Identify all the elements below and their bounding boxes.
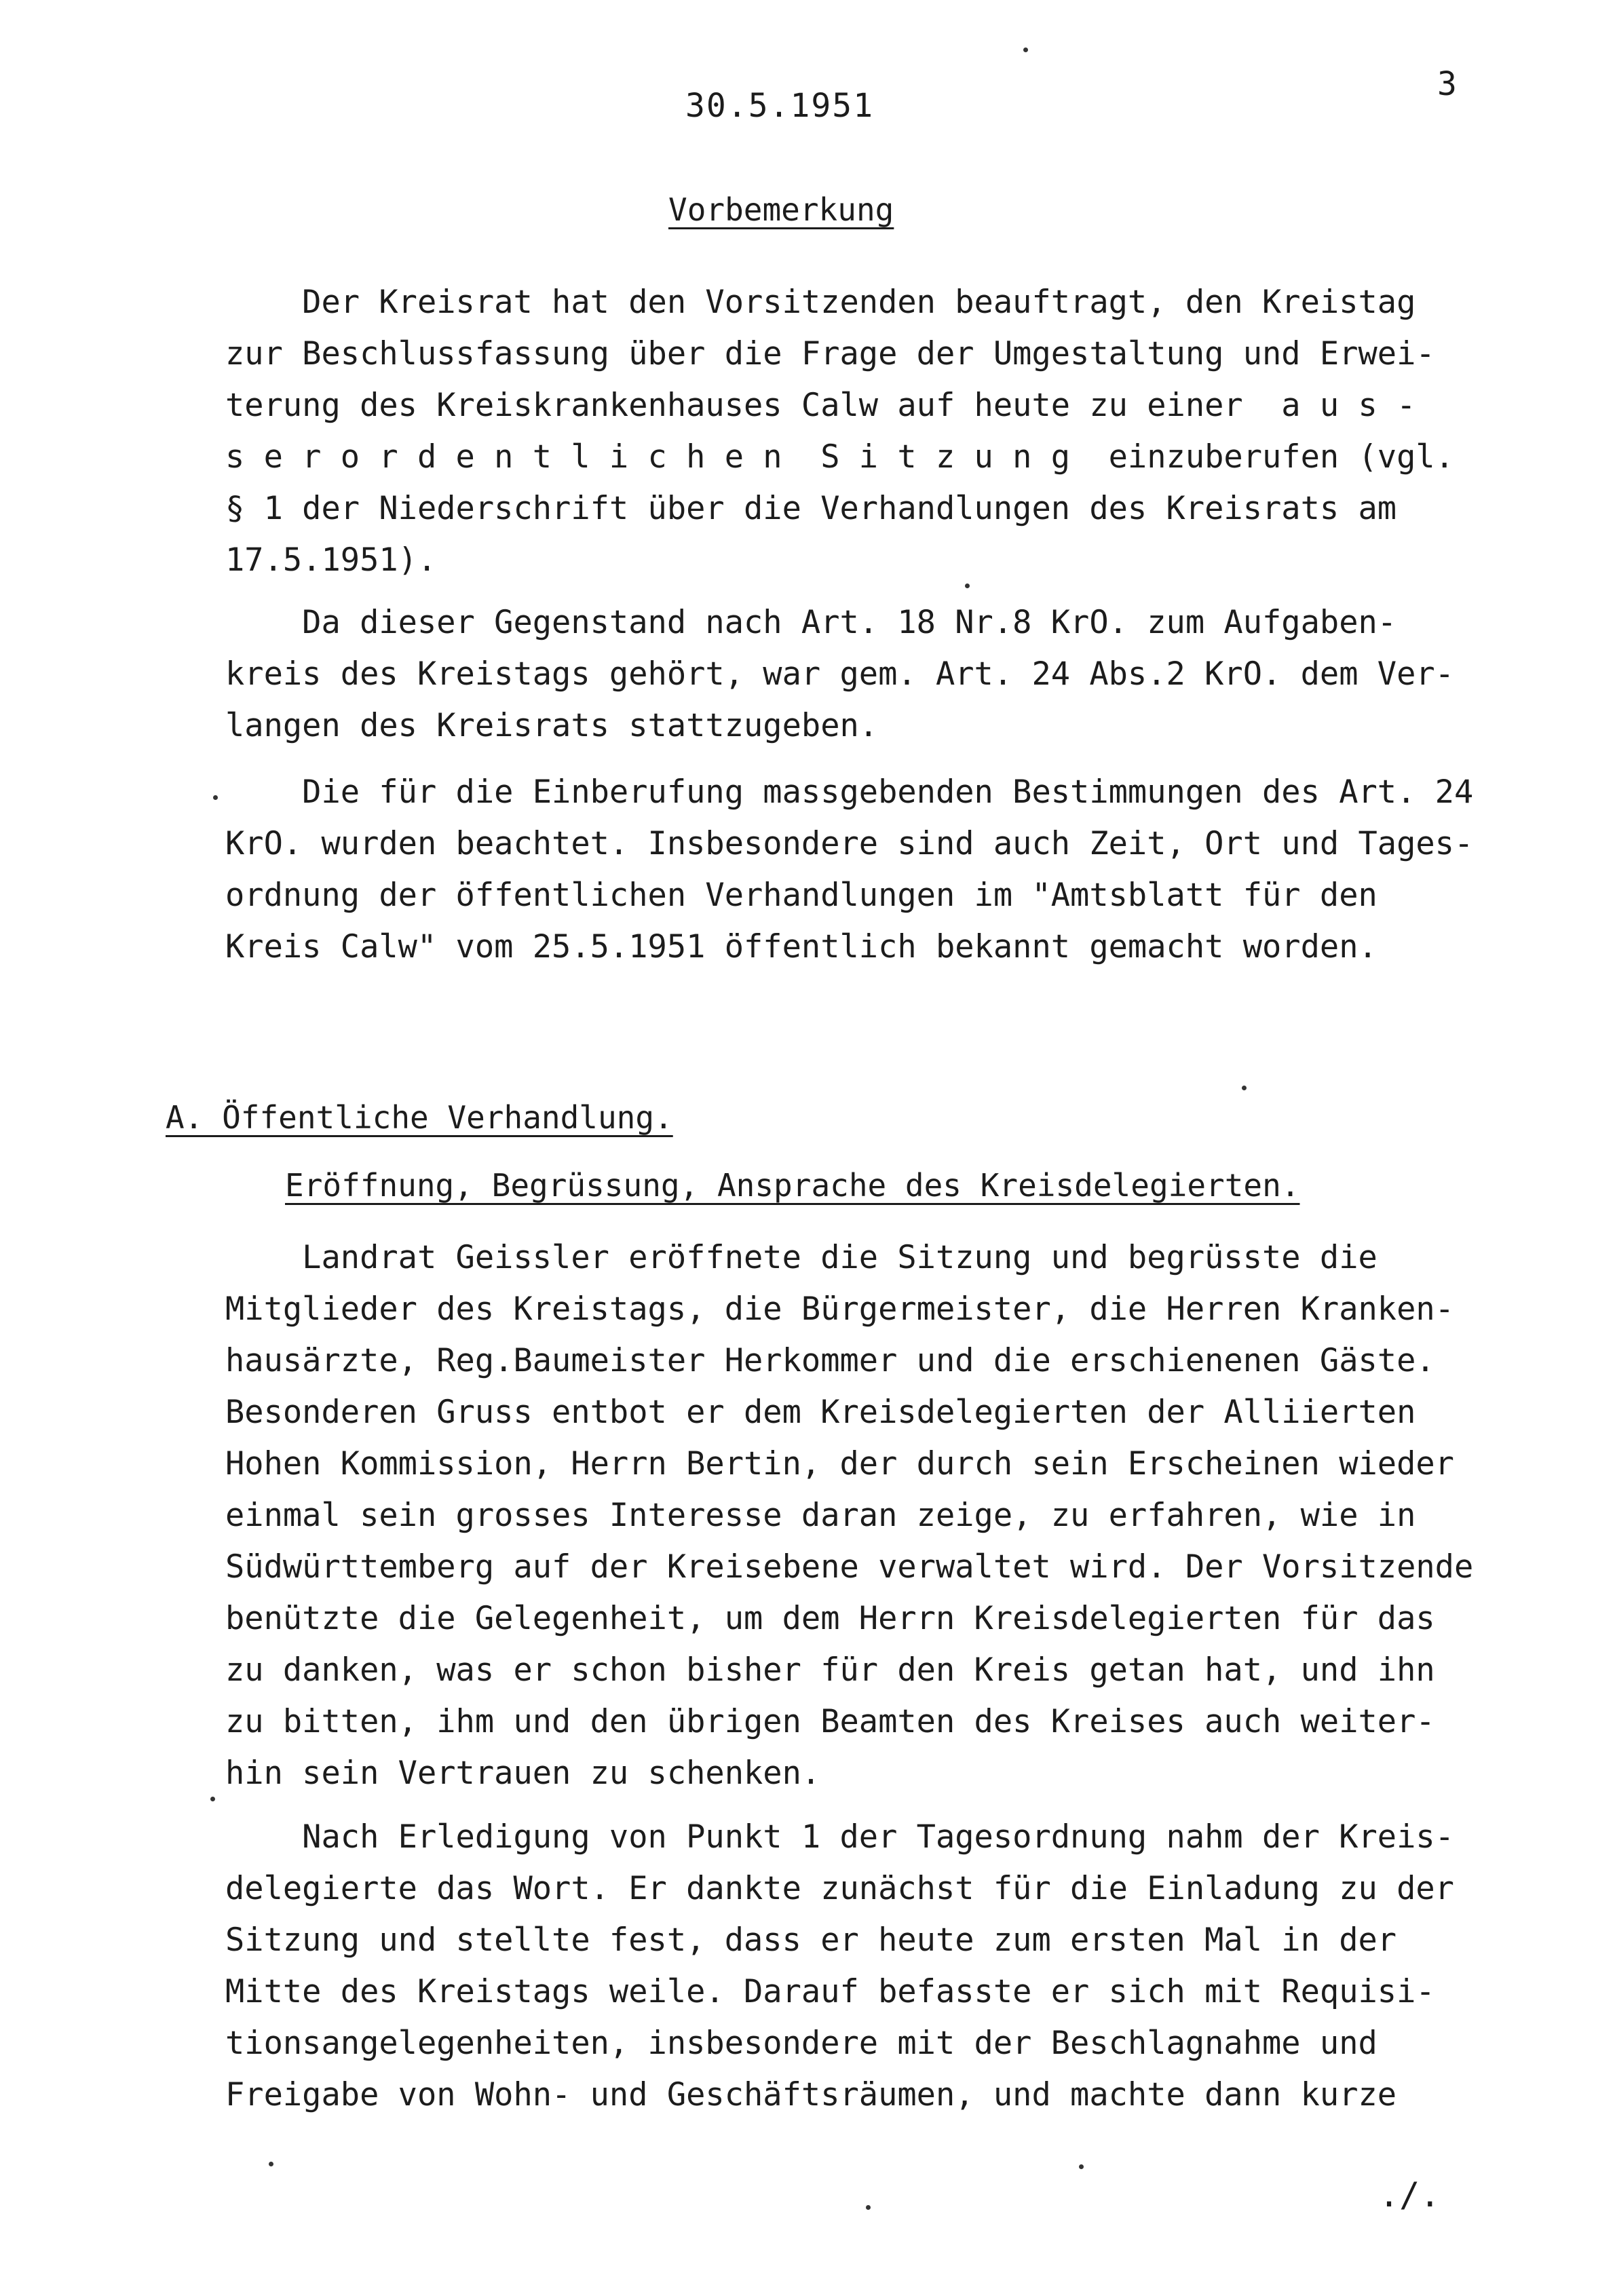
subheading-eroeffnung: Eröffnung, Begrüssung, Ansprache des Kreisdelegierten. <box>285 1167 1300 1204</box>
scan-speck <box>866 2205 871 2210</box>
scan-speck <box>210 1797 215 1801</box>
scan-speck <box>1079 2164 1084 2169</box>
scan-speck <box>1023 47 1028 52</box>
page-number: 3 <box>1437 65 1457 103</box>
scan-speck <box>269 2162 273 2166</box>
scan-speck <box>213 795 218 800</box>
continuation-mark: ./. <box>1379 2175 1441 2215</box>
paragraph-bestimmungen: Die für die Einberufung massgebenden Bestimmungen des Art. 24 KrO. wurden beachtet. Insbesondere sind auch Zeit, Ort und Tages- ordnung der öffentlichen Verhandlungen im "Amtsblatt für den Kreis Calw" vom 25.5.1951 öffentlich bekannt gemacht worden. <box>225 773 1474 965</box>
paragraph-einberufung: Der Kreisrat hat den Vorsitzenden beauftragt, den Kreistag zur Beschlussfassung über die Frage der Umgestaltung und Erwei- terung des Kreiskrankenhauses Calw auf heute zu einer a u s - s e r o r d e n t l i c h e n S i t z u n g einzuberufen (vgl. § 1 der Niederschrift über die Verhandlungen des Kreisrats am 17.5.1951). <box>225 284 1454 579</box>
scan-speck <box>1242 1086 1247 1090</box>
scan-speck <box>965 583 970 588</box>
document-date: 30.5.1951 <box>685 87 875 125</box>
heading-vorbemerkung: Vorbemerkung <box>668 191 894 228</box>
paragraph-kreisdelegierter: Nach Erledigung von Punkt 1 der Tagesordnung nahm der Kreis- delegierte das Wort. Er dankte zunächst für die Einladung zu der Sitzung und stellte fest, dass er heute zum ersten Mal in der Mitte des Kreistags weile. Darauf befasste er sich mit Requisi- tionsangelegenheiten, insbesondere mit der Beschlagnahme und Freigabe von Wohn- und Geschäftsräumen, und machte dann kurze <box>225 1818 1454 2113</box>
heading-section-a: A. Öffentliche Verhandlung. <box>166 1099 673 1136</box>
paragraph-eroeffnung: Landrat Geissler eröffnete die Sitzung und begrüsste die Mitglieder des Kreistags, die Bürgermeister, die Herren Kranken- hausärzte, Reg.Baumeister Herkommer und die erschienenen Gäste. Besonderen Gruss entbot er dem Kreisdelegierten der Alliierten Hohen Kommission, Herrn Bertin, der durch sein Erscheinen wieder einmal sein grosses Interesse daran zeige, zu erfahren, wie in Südwürttemberg auf der Kreisebene verwaltet wird. Der Vorsitzende benützte die Gelegenheit, um dem Herrn Kreisdelegierten für das zu danken, was er schon bisher für den Kreis getan hat, und ihn zu bitten, ihm und den übrigen Beamten des Kreises auch weiter- hin sein Vertrauen zu schenken. <box>225 1239 1474 1792</box>
paragraph-zustaendigkeit: Da dieser Gegenstand nach Art. 18 Nr.8 KrO. zum Aufgaben- kreis des Kreistags gehört, war gem. Art. 24 Abs.2 KrO. dem Ver- langen des Kreisrats stattzugeben. <box>225 604 1454 744</box>
